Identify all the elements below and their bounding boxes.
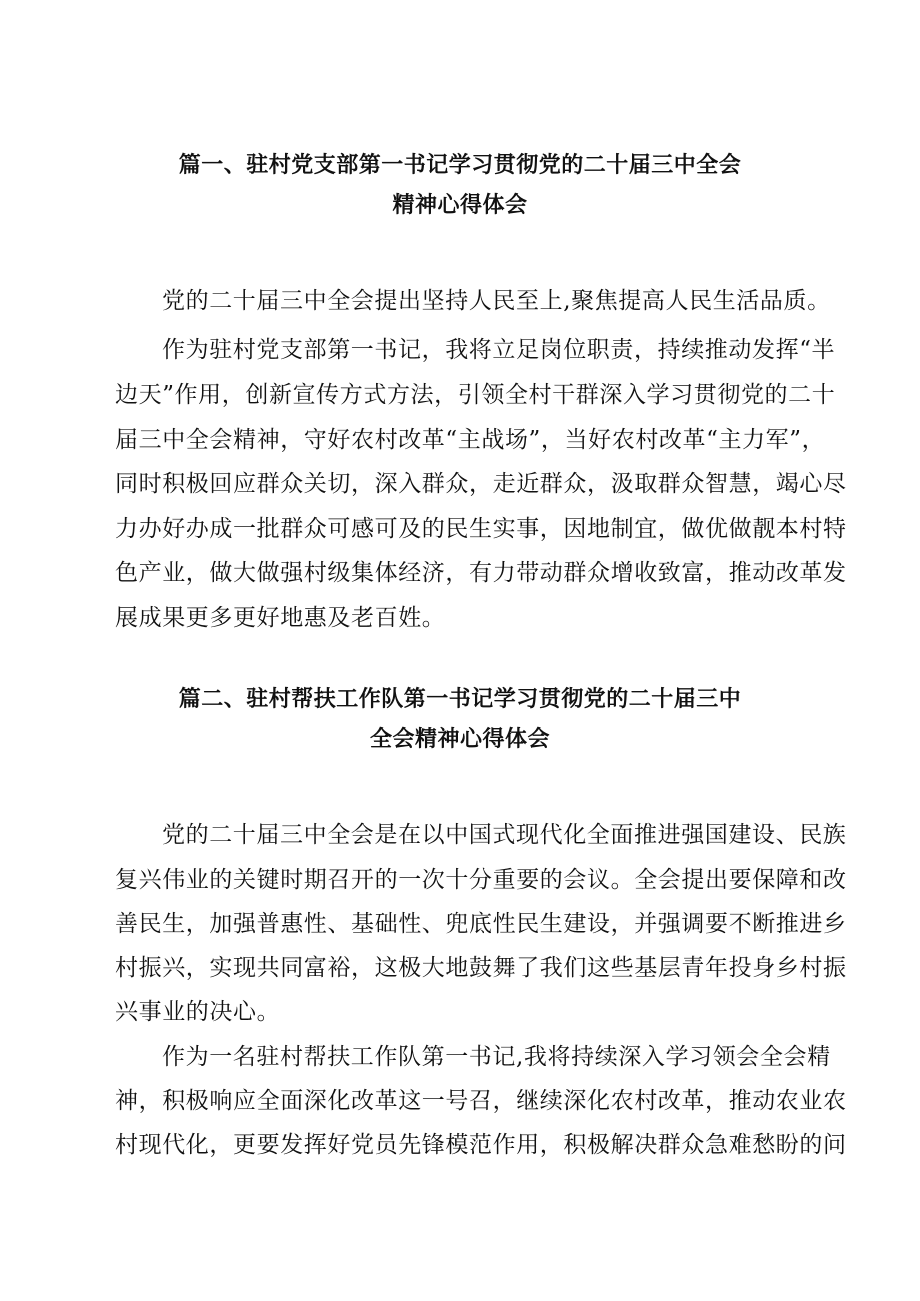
section-2-paragraph-1-line: 复兴伟业的关键时期召开的一次十分重要的会议。全会提出要保障和改	[115, 867, 847, 893]
section-1-paragraph-2-line: 届三中全会精神，守好农村改革“主战场”，当好农村改革“主力军”，	[115, 427, 826, 453]
section-1-paragraph-2-line: 色产业，做大做强村级集体经济，有力带动群众增收致富，推动改革发	[115, 560, 847, 586]
section-2-title-line-1: 篇二、驻村帮扶工作队第一书记学习贯彻党的二十届三中	[178, 687, 742, 712]
section-2-paragraph-1-line: 党的二十届三中全会是在以中国式现代化全面推进强国建设、民族	[162, 822, 847, 848]
section-1-paragraph-2-line: 同时积极回应群众关切，深入群众，走近群众，汲取群众智慧，竭心尽	[115, 471, 847, 497]
section-1-paragraph-2-line: 作为驻村党支部第一书记，我将立足岗位职责，持续推动发挥“半	[162, 337, 836, 363]
section-2-paragraph-1-line: 善民生，加强普惠性、基础性、兜底性民生建设，并强调要不断推进乡	[115, 911, 847, 937]
section-1-paragraph-2-line: 展成果更多更好地惠及老百姓。	[115, 605, 446, 631]
section-1-title	[0, 146, 920, 226]
section-2-title-line-2: 全会精神心得体会	[369, 727, 550, 752]
section-2-title	[0, 680, 920, 760]
section-2-paragraph-1-line: 兴事业的决心。	[115, 999, 281, 1025]
section-2-paragraph-2-line: 村现代化，更要发挥好党员先锋模范作用，积极解决群众急难愁盼的问	[115, 1132, 847, 1158]
section-1-paragraph-2-line: 边天”作用，创新宣传方式方法，引领全村干群深入学习贯彻党的二十	[115, 382, 836, 408]
section-2-paragraph-2-line: 作为一名驻村帮扶工作队第一书记,我将持续深入学习领会全会精	[162, 1044, 831, 1070]
section-2-paragraph-2-line: 神，积极响应全面深化改革这一号召，继续深化农村改革，推动农业农	[115, 1088, 847, 1114]
section-1-paragraph-2-line: 力办好办成一批群众可感可及的民生实事，因地制宜，做优做靓本村特	[115, 516, 847, 542]
section-1-paragraph-1-line: 党的二十届三中全会提出坚持人民至上,聚焦提高人民生活品质。	[162, 288, 831, 314]
section-2-paragraph-1-line: 村振兴，实现共同富裕，这极大地鼓舞了我们这些基层青年投身乡村振	[115, 955, 847, 981]
section-1-title-line-1: 篇一、驻村党支部第一书记学习贯彻党的二十届三中全会	[178, 153, 742, 178]
section-1-title-line-2: 精神心得体会	[392, 193, 528, 218]
